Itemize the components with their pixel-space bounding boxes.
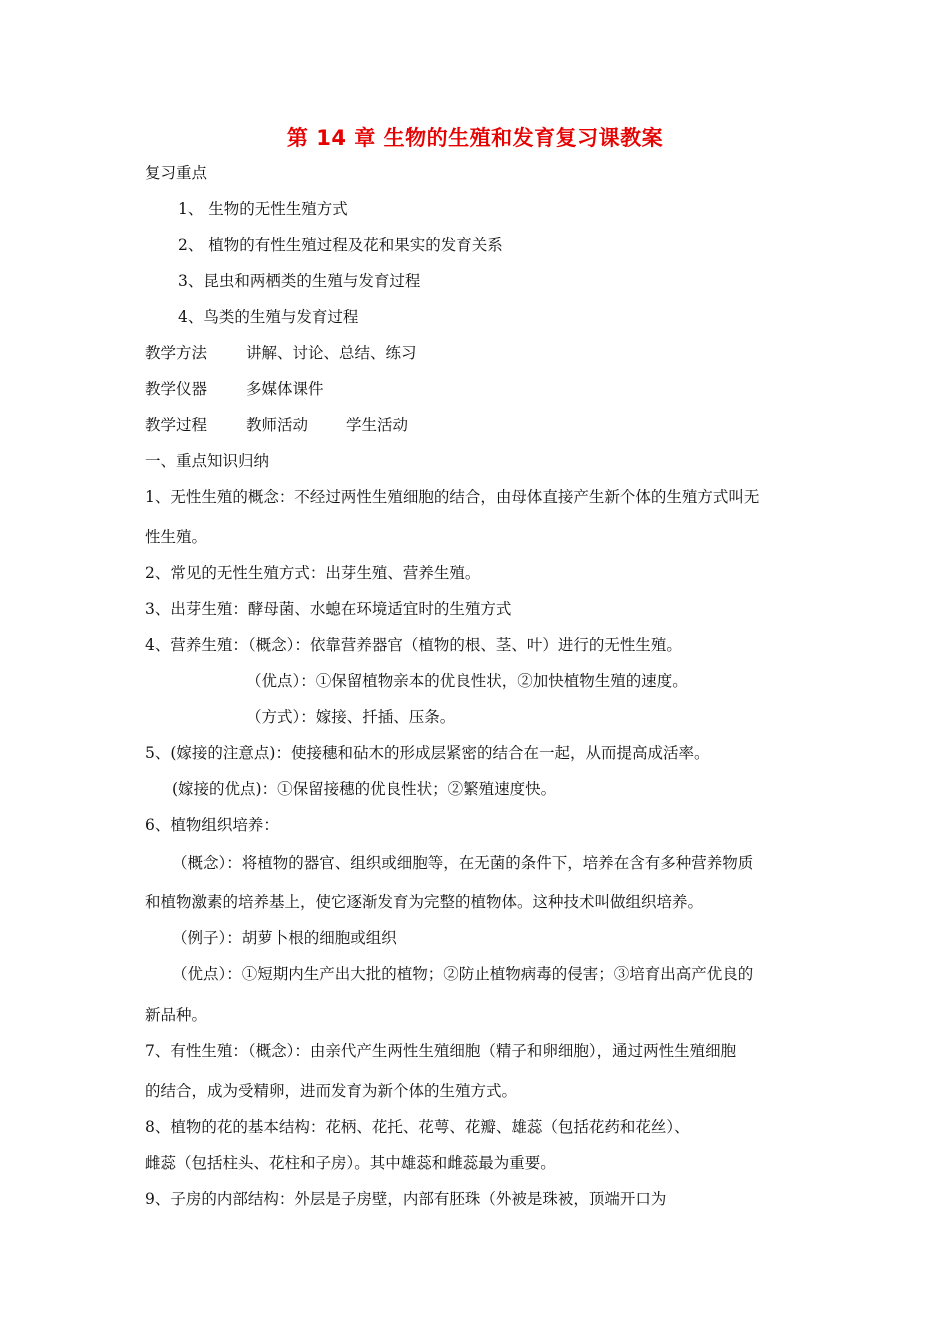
paragraph-line: （方式）：嫁接、扦插、压条。 xyxy=(246,708,456,726)
review-point-item: 4、鸟类的生殖与发育过程 xyxy=(178,308,359,326)
paragraph-line: （概念）：将植物的器官、组织或细胞等，在无菌的条件下，培养在含有多种营养物质 xyxy=(172,854,754,872)
section-heading: 一、重点知识归纳 xyxy=(145,452,270,470)
review-point-item: 1、 生物的无性生殖方式 xyxy=(178,200,348,218)
paragraph-line: 4、营养生殖：（概念）：依靠营养器官（植物的根、茎、叶）进行的无性生殖。 xyxy=(145,636,682,654)
paragraph-line: 3、出芽生殖：酵母菌、水螅在环境适宜时的生殖方式 xyxy=(145,600,512,618)
review-point-item: 2、 植物的有性生殖过程及花和果实的发育关系 xyxy=(178,236,503,254)
paragraph-line: （优点）：①保留植物亲本的优良性状，②加快植物生殖的速度。 xyxy=(246,672,688,690)
paragraph-line: (嫁接的优点)：①保留接穗的优良性状；②繁殖速度快。 xyxy=(172,780,557,798)
paragraph-line: 新品种。 xyxy=(145,1006,208,1024)
student-activity-label: 学生活动 xyxy=(346,416,409,434)
paragraph-line: 7、有性生殖：（概念）：由亲代产生两性生殖细胞（精子和卵细胞），通过两性生殖细胞 xyxy=(145,1042,737,1060)
paragraph-line: 性生殖。 xyxy=(145,528,208,546)
paragraph-line: 6、植物组织培养： xyxy=(145,816,279,834)
paragraph-line: （例子）：胡萝卜根的细胞或组织 xyxy=(172,929,397,947)
paragraph-line: 9、子房的内部结构：外层是子房壁，内部有胚珠（外被是珠被，顶端开口为 xyxy=(145,1190,667,1208)
teaching-method-label: 教学方法 xyxy=(145,344,208,362)
paragraph-line: 1、无性生殖的概念：不经过两性生殖细胞的结合，由母体直接产生新个体的生殖方式叫无 xyxy=(145,488,760,506)
paragraph-line: （优点）：①短期内生产出大批的植物；②防止植物病毒的侵害；③培育出高产优良的 xyxy=(172,965,754,983)
teaching-equipment-value: 多媒体课件 xyxy=(246,380,324,398)
paragraph-line: 雌蕊（包括柱头、花柱和子房）。其中雄蕊和雌蕊最为重要。 xyxy=(145,1154,556,1172)
teaching-equipment-label: 教学仪器 xyxy=(145,380,208,398)
teaching-process-label: 教学过程 xyxy=(145,416,208,434)
paragraph-line: 和植物激素的培养基上，使它逐渐发育为完整的植物体。这种技术叫做组织培养。 xyxy=(145,893,704,911)
review-points-heading: 复习重点 xyxy=(145,164,208,182)
review-point-item: 3、昆虫和两栖类的生殖与发育过程 xyxy=(178,272,421,290)
teacher-activity-label: 教师活动 xyxy=(246,416,309,434)
page-title: 第 14 章 生物的生殖和发育复习课教案 xyxy=(286,126,664,150)
paragraph-line: 8、植物的花的基本结构：花柄、花托、花萼、花瓣、雄蕊（包括花药和花丝）、 xyxy=(145,1118,690,1136)
paragraph-line: 的结合，成为受精卵，进而发育为新个体的生殖方式。 xyxy=(145,1082,518,1100)
paragraph-line: 2、常见的无性生殖方式：出芽生殖、营养生殖。 xyxy=(145,564,481,582)
paragraph-line: 5、(嫁接的注意点)：使接穗和砧木的形成层紧密的结合在一起，从而提高成活率。 xyxy=(145,744,710,762)
teaching-method-value: 讲解、讨论、总结、练习 xyxy=(246,344,417,362)
